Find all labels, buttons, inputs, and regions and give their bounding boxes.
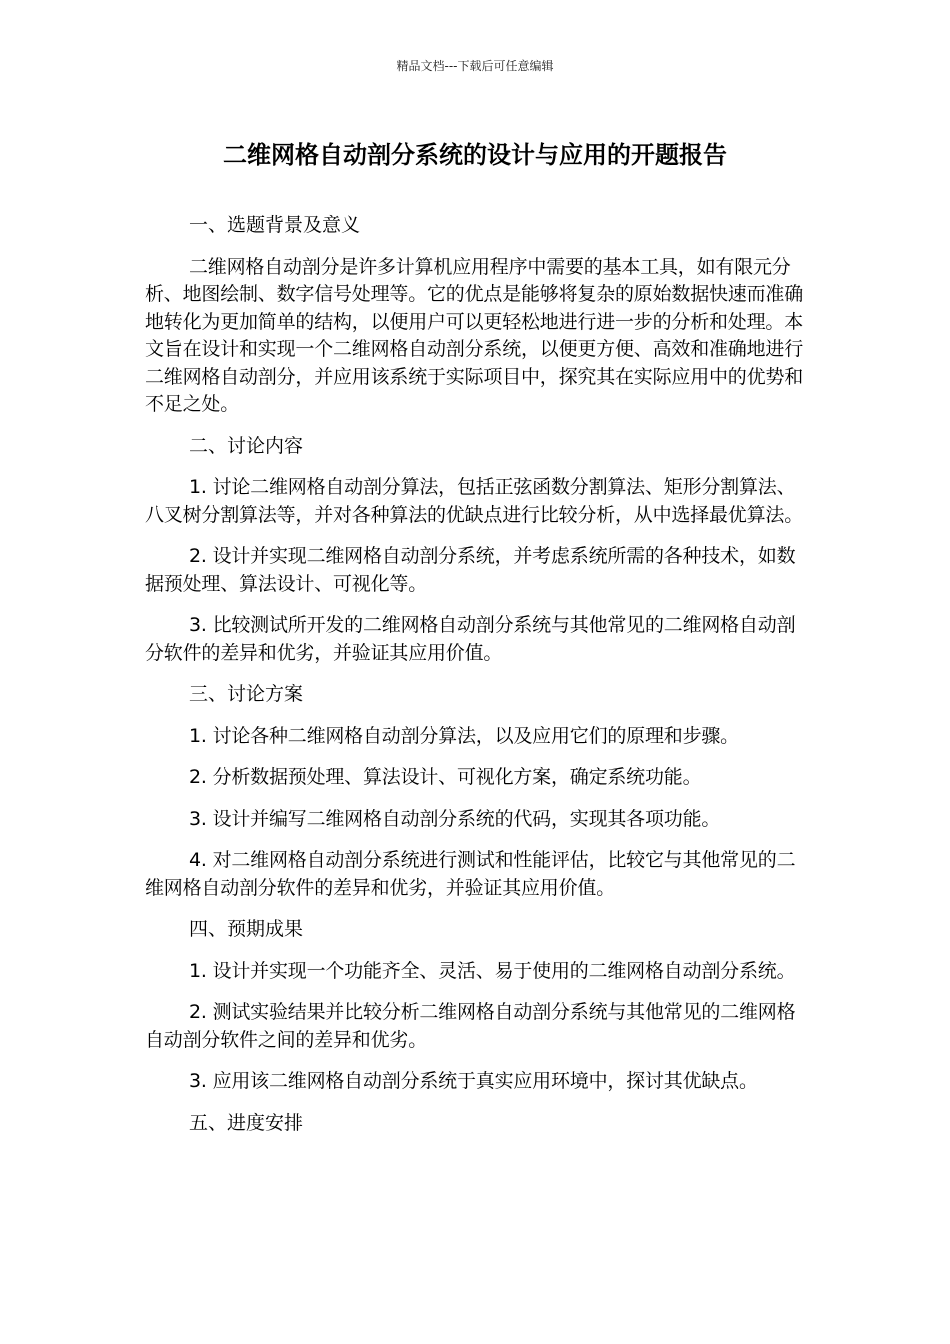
document-body xyxy=(145,212,810,1151)
paragraph-plan-1: 1. 讨论各种二维网格自动剖分算法，以及应用它们的原理和步骤。 xyxy=(189,724,739,747)
paragraph-background: 二维网格自动剖分是许多计算机应用程序中需要的基本工具，如有限元分析、地图绘制、数字信号处理等。它的优点是能够将复杂的原始数据快速而准确地转化为更加简单的结构，以便用户可以更轻松地进行进一步的分析和处理。本文旨在设计和实现一个二维网格自动剖分系统，以便更方便、高效和准确地进行二维网格自动剖分，并应用该系统于实际项目中，探究其在实际应用中的优势和不足之处。 xyxy=(145,255,804,415)
paragraph-plan-4: 4. 对二维网格自动剖分系统进行测试和性能评估，比较它与其他常见的二维网格自动剖分软件的差异和优劣，并验证其应用价值。 xyxy=(145,849,796,899)
paragraph-results-2: 2. 测试实验结果并比较分析二维网格自动剖分系统与其他常见的二维网格自动剖分软件之间的差异和优劣。 xyxy=(145,1001,796,1051)
page-header xyxy=(0,57,950,75)
section-heading-results: 四、预期成果 xyxy=(189,918,304,940)
paragraph-plan-3: 3. 设计并编写二维网格自动剖分系统的代码，实现其各项功能。 xyxy=(189,807,721,830)
section-heading-background: 一、选题背景及意义 xyxy=(189,214,361,236)
section-heading-plan: 三、讨论方案 xyxy=(189,683,304,705)
paragraph-results-1: 1. 设计并实现一个功能齐全、灵活、易于使用的二维网格自动剖分系统。 xyxy=(189,959,796,982)
page-header-text: 精品文档---下载后可任意编辑 xyxy=(396,59,554,73)
section-heading-content: 二、讨论内容 xyxy=(189,434,304,457)
paragraph-content-2: 2. 设计并实现二维网格自动剖分系统，并考虑系统所需的各种技术，如数据预处理、算法设计、可视化等。 xyxy=(145,545,796,595)
paragraph-results-3: 3. 应用该二维网格自动剖分系统于真实应用环境中，探讨其优缺点。 xyxy=(189,1070,758,1092)
paragraph-plan-2: 2. 分析数据预处理、算法设计、可视化方案，确定系统功能。 xyxy=(189,766,702,788)
paragraph-content-3: 3. 比较测试所开发的二维网格自动剖分系统与其他常见的二维网格自动剖分软件的差异和优劣，并验证其应用价值。 xyxy=(145,614,796,664)
document-title: 二维网格自动剖分系统的设计与应用的开题报告 xyxy=(223,141,727,169)
section-heading-schedule: 五、进度安排 xyxy=(189,1111,304,1134)
paragraph-content-1: 1. 讨论二维网格自动剖分算法，包括正弦函数分割算法、矩形分割算法、八叉树分割算法等，并对各种算法的优缺点进行比较分析，从中选择最优算法。 xyxy=(145,476,804,526)
